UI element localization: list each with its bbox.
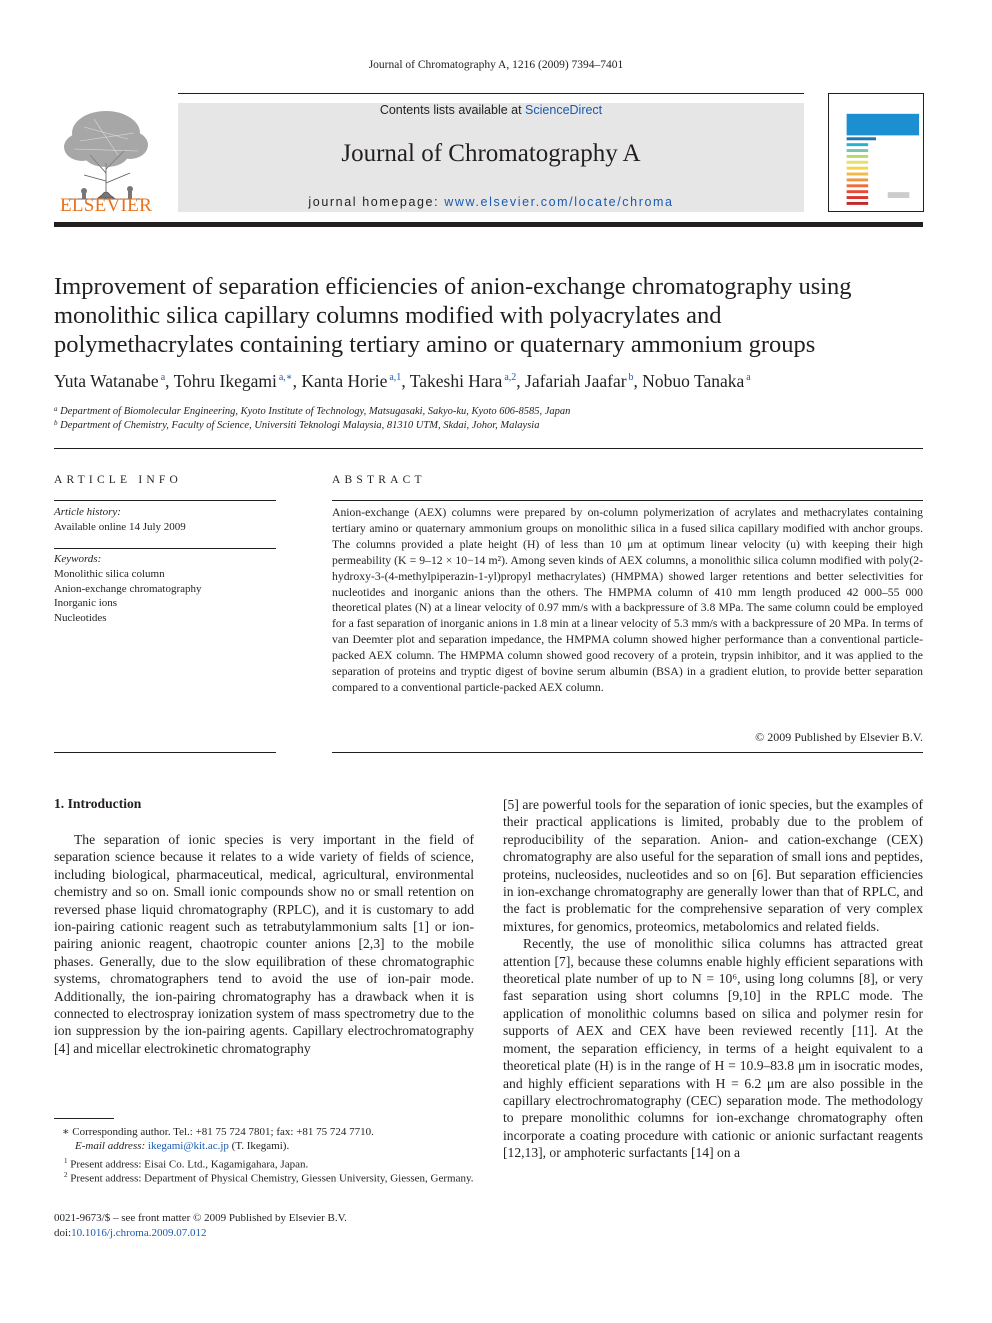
history-label: Article history: (54, 506, 121, 518)
author-affiliation-mark[interactable]: a,1 (389, 372, 402, 383)
keywords-label: Keywords: (54, 553, 102, 565)
issn-line: 0021-9673/$ – see front matter © 2009 Published by Elsevier B.V. (54, 1212, 347, 1224)
affiliation-text: Department of Biomolecular Engineering, Kyoto Institute of Technology, Matsugasaki, Sakyo-ku, Kyoto 606-8585, Japan (60, 406, 571, 417)
doi-prefix: doi: (54, 1227, 72, 1239)
footnote-2 (54, 1168, 474, 1186)
contents-line (178, 103, 804, 117)
contents-prefix: Contents lists available at (379, 103, 526, 117)
divider (332, 752, 923, 753)
body-paragraph: Recently, the use of monolithic silica columns has attracted great attention [7], because these columns enable highly efficient separations with theoretical plate number of up to N = 10⁶, using long columns [8], or very fast separation using short columns [9,10] in the RPLC mode. The application of monolithic columns based on silica and polymer resin for supports of AEX and CEX have been reviewed recently [11]. At the moment, the separation efficiency, in terms of a height equivalent to a theoretical plate (H) is in the range of H = 10.9–83.8 μm in isocratic modes, and highly efficient separations with H = 6.2 μm are also possible in the capillary electrochromatography (CEC) separation mode. The methodology to prepare monolithic columns for ion-exchange chromatography often incorporate a coating procedure with cationic or anionic surfactant reagents [12,13], or amphoteric surfactants [14] on a (503, 936, 923, 1161)
history-value: Available online 14 July 2009 (54, 521, 186, 533)
affiliation-mark: a (54, 405, 58, 413)
divider (332, 500, 923, 501)
footnote-mark: 2 (64, 1171, 68, 1179)
author-name: Nobuo Tanaka (642, 371, 745, 391)
masthead-bottom-rule (54, 222, 923, 227)
homepage-link[interactable]: www.elsevier.com/locate/chroma (444, 195, 674, 209)
keyword: Nucleotides (54, 611, 107, 624)
affiliation-mark: b (54, 419, 58, 427)
email-link[interactable]: ikegami@kit.ac.jp (147, 1140, 229, 1152)
author-name: Jafariah Jaafar (525, 371, 627, 391)
author-name: Kanta Horie (301, 371, 388, 391)
keyword: Monolithic silica column (54, 568, 165, 580)
doi-line (54, 1227, 206, 1239)
body-column-right (503, 796, 923, 1162)
keyword: Anion-exchange chromatography (54, 582, 202, 595)
footnote-corresponding: ∗ Corresponding author. Tel.: +81 75 724 7801; fax: +81 75 724 7710. (62, 1126, 374, 1138)
section-heading: 1. Introduction (54, 796, 142, 811)
affiliation (54, 419, 934, 431)
article-title (54, 272, 934, 359)
masthead-top-rule (178, 93, 804, 94)
title-line: Improvement of separation efficiencies of anion-exchange chromatography using (54, 273, 852, 300)
keyword-list (54, 567, 202, 625)
footnote-text: Present address: Eisai Co. Ltd., Kagamigahara, Japan. (70, 1158, 309, 1171)
author-affiliation-mark[interactable]: a (746, 372, 751, 383)
footnote-mark: 1 (64, 1157, 68, 1165)
body-column-left (54, 831, 474, 1057)
publisher-wordmark: ELSEVIER (59, 195, 153, 216)
divider (54, 500, 276, 501)
author-name: Yuta Watanabe (54, 371, 159, 391)
divider (54, 752, 276, 753)
affiliation (54, 405, 934, 417)
author-affiliation-mark[interactable]: a (160, 372, 166, 383)
divider (54, 448, 923, 449)
body-paragraph: [5] are powerful tools for the separation of ionic species, but the examples of their practical applications is limited, probably due to the problem of reproducibility of the separation. Anion- and cation-exchange (CEX) chromatography are also useful for the separation of small ions and peptides, proteins, nucleosides, nucleotides and so on [6]. But separation efficiencies in ion-exchange chromatography are generally lower than that of RPLC, and the fact is problematic for the comprehensive separation of very complex mixtures, for genomics, proteomics, metabolomics and related fields. (503, 797, 923, 934)
journal-homepage (178, 195, 804, 209)
journal-cover-thumbnail (828, 93, 924, 212)
body-paragraph: The separation of ionic species is very important in the field of separation science because it relates to a wide variety of fields of science, including biological, pharmaceutical, medical, agricultural, environmental chemistry and so on. Small ionic compounds show no or small retention on reversed phase liquid chromatography (RPLC), and it is customary to add ion-pairing cationic reagent such as tetrabutylammonium salts [1] or ion-pairing anionic reagent, chaotropic counter anions [2,3] to the mobile phases. Generally, due to the slow equilibration of these chromatographic systems, chromatographers tend to avoid the use of ion-pair mode. Additionally, the ion-pairing chromatography has a drawback when it is connected to electrospray ionization system of mass spectrometry due to the ion suppression by the ion-pairing agents. Capillary electrochromatography [4] and micellar electrokinetic chromatography (54, 832, 474, 1056)
journal-name: Journal of Chromatography A (341, 140, 641, 167)
author-list: Yuta Watanabe $^a$, Tohru Ikegami $^{a,∗}$, Kanta Horie $^{a,1}$, Takeshi Hara $^{a,2}$, Jafariah Jaafar $^b$, Nobuo Tanaka $^a$ (54, 371, 751, 391)
abstract-text: Anion-exchange (AEX) columns were prepared by on-column polymerization of acrylates and methacrylates containing tertiary amino or quaternary ammonium groups on monolithic silica in a fused silica capillary modified with anchor groups. The columns provided a plate height (H) of less than 10 μm at optimum linear velocity (u) with keeping their high permeability (K = 9–12 × 10−14 m²). Among seven kinds of AEX columns, a monolithic silica column modified with poly(2-hydroxy-3-(4-methylpiperazin-1-yl)propyl methacrylates) (HMPMA) showed larger retentions and better selectivities for nucleotides and inorganic anions than the others. The HMPMA column of 410 mm length produced 42 000–55 000 theoretical plates (N) at a linear velocity of 0.97 mm/s with a backpressure of 3.8 MPa. The same column could be employed for a fast separation of inorganic anions in 1.8 min at a linear velocity of 5.3 mm/s with a backpressure of 20 MPa. In terms of van Deemter plot and separation impedance, the HMPMA column showed higher performance than a conventional particle-packed AEX column. The HMPMA column showed good recovery of a protein, trypsin inhibitor, and it was applied to the separation of proteins and tryptic digest of bovine serum albumin (BSA) in a gradient elution, to provide better separation compared to a conventional particle-packed AEX column. (332, 506, 923, 694)
author-affiliation-mark[interactable]: b (628, 372, 634, 383)
article-info-heading: ARTICLE INFO (54, 474, 182, 486)
author-name: Takeshi Hara (409, 371, 503, 391)
author-affiliation-mark[interactable]: a,2 (504, 372, 517, 383)
title-line: polymethacrylates containing tertiary amino or quaternary ammonium groups (54, 331, 816, 358)
keyword: Inorganic ions (54, 597, 118, 609)
sciencedirect-link[interactable]: ScienceDirect (525, 103, 603, 117)
footnote-email (75, 1139, 289, 1153)
title-line: monolithic silica capillary columns modified with polyacrylates and (54, 302, 722, 329)
homepage-prefix: journal homepage: (308, 195, 445, 209)
email-suffix: (T. Ikegami). (228, 1140, 290, 1152)
doi-link[interactable]: 10.1016/j.chroma.2009.07.012 (71, 1227, 207, 1239)
abstract-heading: ABSTRACT (332, 474, 426, 486)
author-affiliation-mark[interactable]: a,∗ (278, 372, 293, 383)
author-name: Tohru Ikegami (173, 371, 277, 391)
footnote-rule (54, 1118, 114, 1119)
email-label: E-mail address: (75, 1140, 148, 1152)
divider (54, 548, 276, 549)
affiliation-text: Department of Chemistry, Faculty of Science, Universiti Teknologi Malaysia, 81310 UTM, Skdai, Johor, Malaysia (60, 420, 540, 431)
footnote-text: Present address: Department of Physical Chemistry, Giessen University, Giessen, Germany. (70, 1172, 474, 1185)
running-head: Journal of Chromatography A, 1216 (2009) 7394–7401 (368, 59, 624, 71)
abstract-copyright: © 2009 Published by Elsevier B.V. (755, 730, 923, 744)
